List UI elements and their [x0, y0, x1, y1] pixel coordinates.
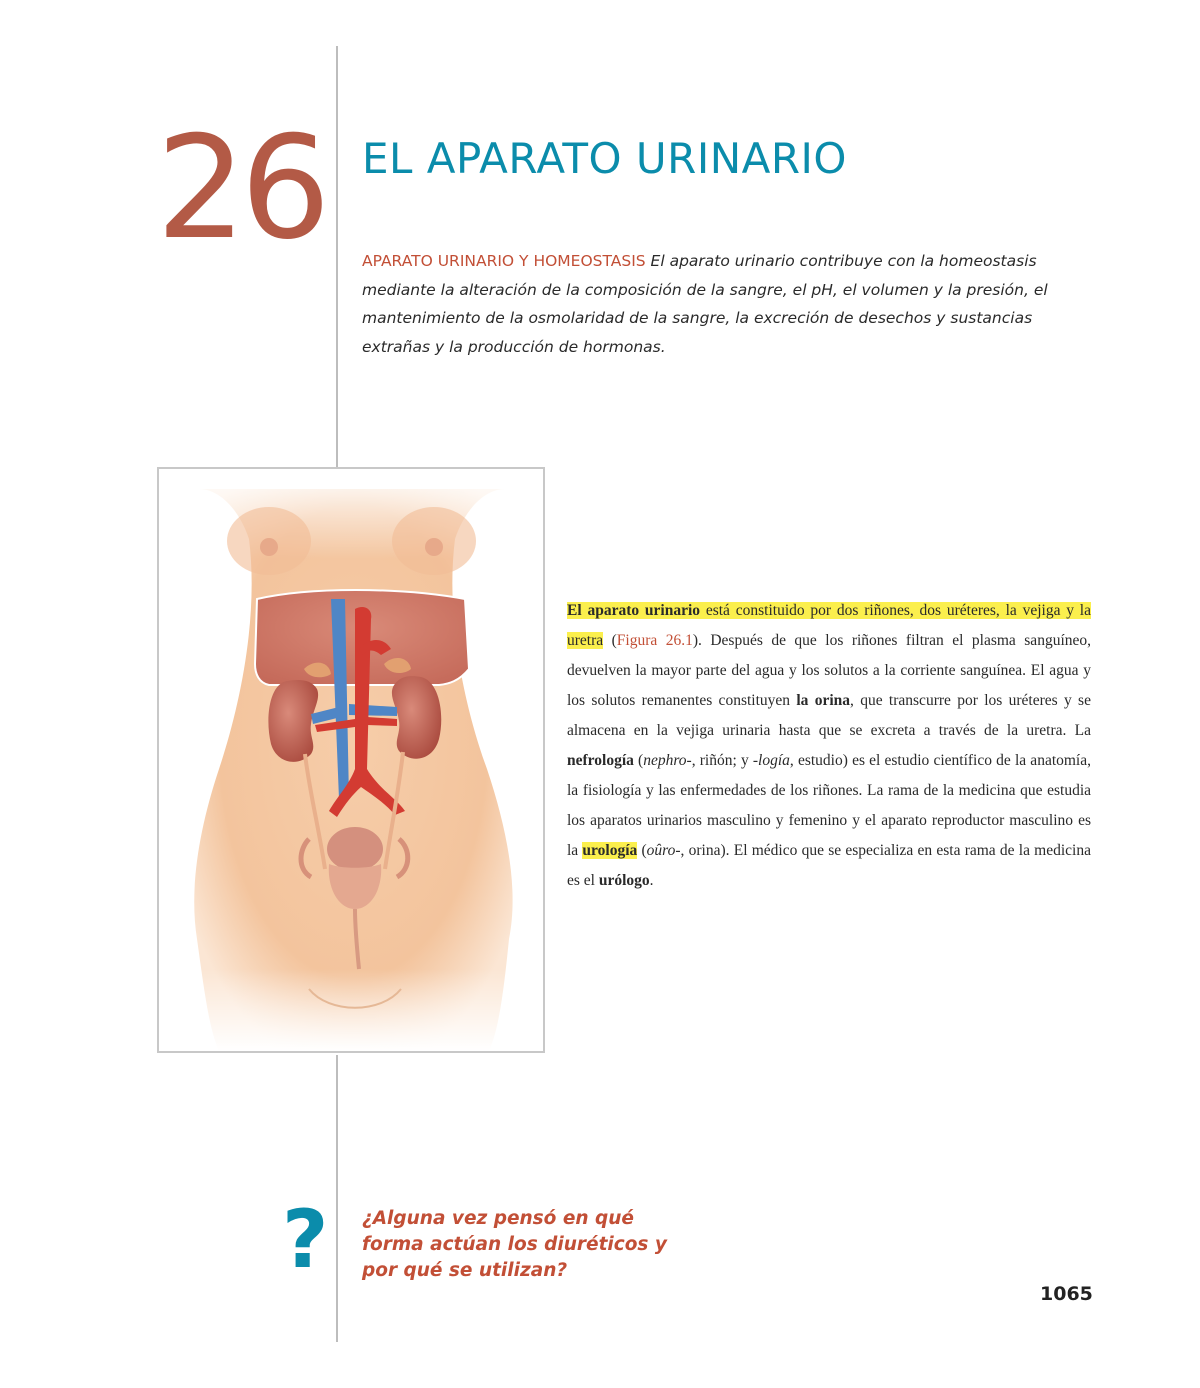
figure-reference-link[interactable]: Figura 26.1	[616, 632, 693, 649]
paren-open-3: (	[637, 842, 647, 859]
sentence-3: , que transcurre por los uréteres y se almacena en la vejiga urinaria hasta que se excreta a través de la uretra. La	[567, 692, 1091, 739]
intro-text: El aparato urinario contribuye con la homeostasis mediante la alteración de la composición de la sangre, el pH, el volumen y la presión, el mantenimiento de la osmolaridad de la sangre, la excreción de desechos y sustancias extrañas y la producción de hormonas.	[362, 252, 1048, 356]
nipple-right	[425, 538, 443, 556]
uterus	[327, 827, 383, 871]
term-urologist: urólogo	[598, 872, 650, 889]
paren-open-2: (	[633, 752, 644, 769]
sentence-end: .	[649, 872, 654, 889]
paren-open-1: (	[603, 632, 617, 649]
chapter-number: 26	[156, 106, 325, 271]
intro-lead: APARATO URINARIO Y HOMEOSTASIS	[362, 252, 646, 270]
term-nephrology: nefrología	[567, 752, 634, 769]
term-urine: la orina	[796, 692, 851, 709]
chapter-intro	[362, 247, 1062, 361]
top-fade	[159, 469, 543, 559]
term-urology: urología	[582, 842, 638, 859]
kidney-right	[392, 676, 441, 759]
highlight-urology	[582, 842, 637, 859]
urinary-system-illustration	[159, 469, 543, 1051]
etymology-mid: , riñón; y	[691, 752, 753, 769]
body-paragraph	[567, 596, 1091, 896]
etymology-logia: -logía	[752, 752, 790, 769]
kidney-left	[268, 680, 318, 762]
sentence-2: ). Después de que los riñones filtran el plasma sanguíneo, devuelven la mayor parte del agua y los solutos a la corriente sanguínea. El agua y los solutos remanentes constituyen	[567, 632, 1092, 709]
sentence-5: , orina). El médico que se especializa en esta rama de la medicina es el	[567, 842, 1091, 889]
figure-urinary-system	[157, 467, 545, 1053]
margin-rule-top	[336, 46, 338, 468]
chapter-title: EL APARATO URINARIO	[362, 134, 847, 183]
sentence-1: está constituido por dos riñones, dos uréteres, la vejiga y la uretra	[567, 602, 1091, 649]
etymology-nephro: nephro-	[643, 752, 692, 769]
torso-shape	[194, 489, 512, 1051]
page-number: 1065	[1040, 1283, 1093, 1305]
term-urinary-system: El aparato urinario	[567, 602, 701, 619]
chapter-question: ¿Alguna vez pensó en qué forma actúan los diuréticos y por qué se utilizan?	[362, 1208, 667, 1281]
margin-rule-bottom	[336, 1055, 338, 1342]
bottom-fade	[159, 969, 543, 1051]
question-mark-icon: ?	[282, 1193, 329, 1286]
sentence-4: , estudio) es el estudio científico de la anatomía, la fisiología y las enfermedades de los riñones. La rama de la medicina que estudia los aparatos urinarios masculino y femenino y el aparato reproductor masculino es la	[567, 752, 1091, 859]
etymology-ouro: oûro-	[646, 842, 681, 859]
nipple-left	[260, 538, 278, 556]
